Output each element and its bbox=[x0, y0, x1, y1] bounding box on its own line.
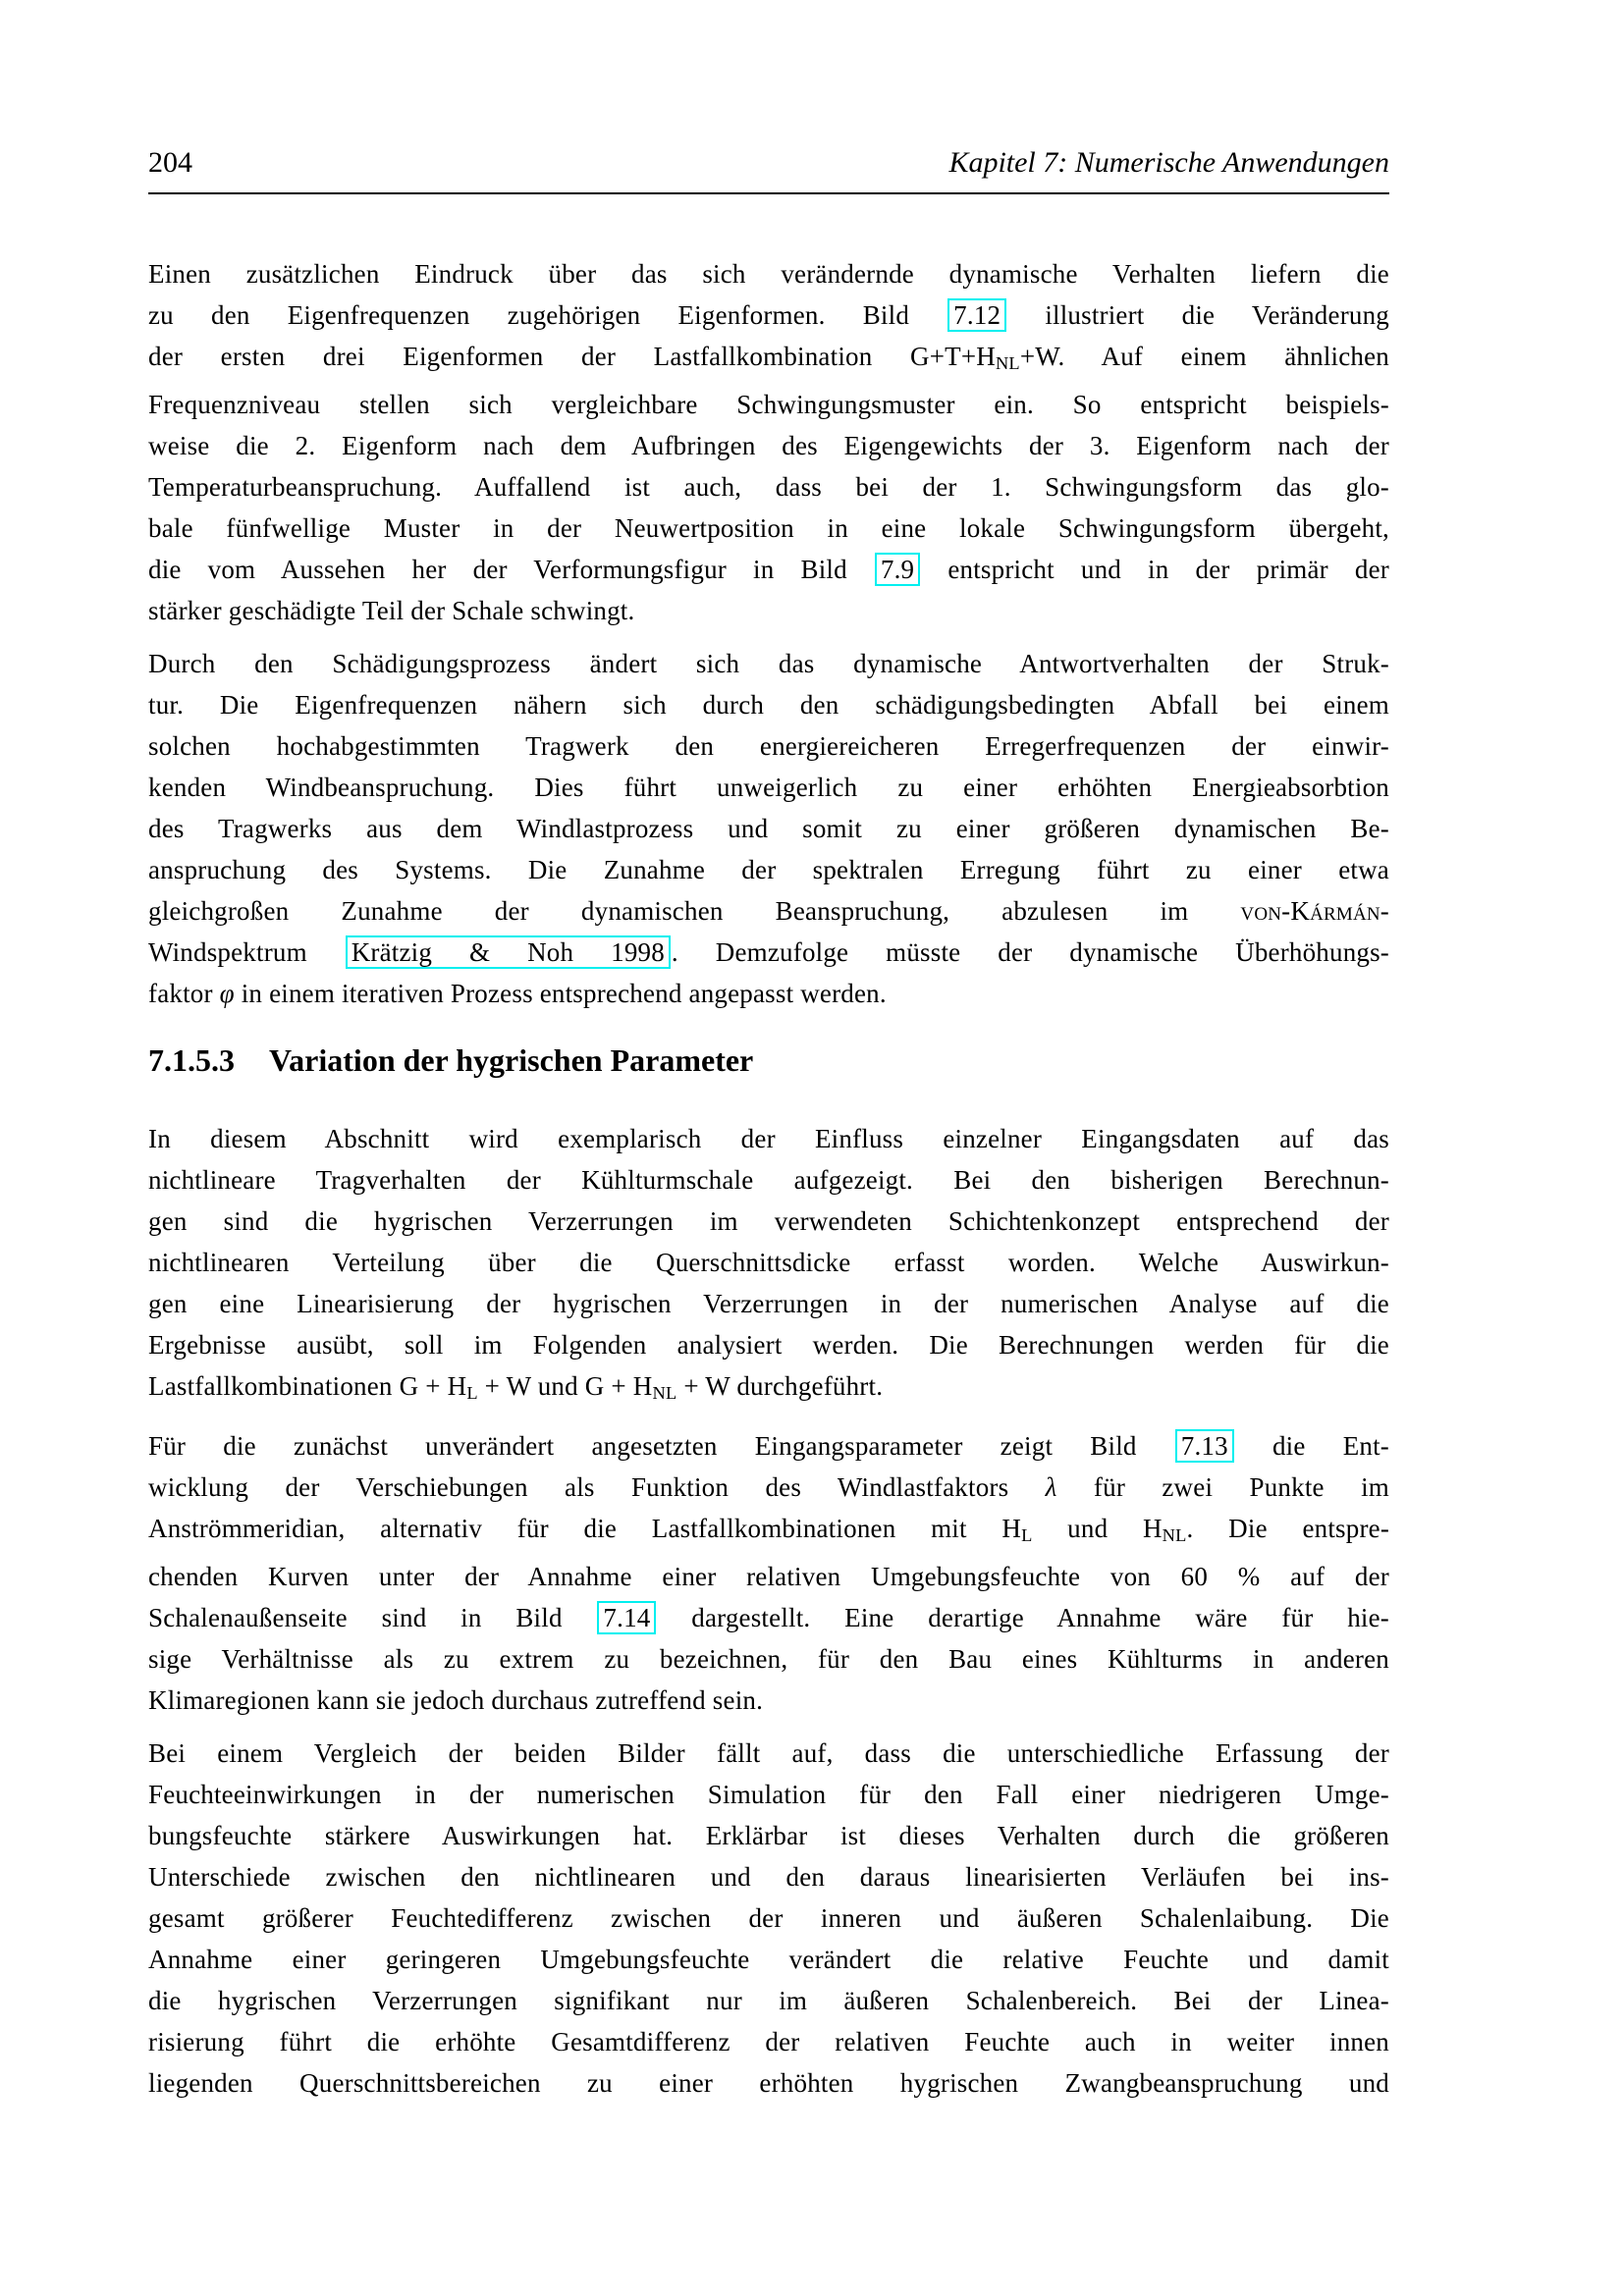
header-rule bbox=[148, 192, 1389, 194]
text-line bbox=[148, 549, 1389, 590]
text-run: gen eine Linearisierung der hygrischen Verzerrungen in der numerischen Analyse auf die bbox=[148, 1289, 1389, 1319]
text-run: Durch den Schädigungsprozess ändert sich das dynamische Antwortverhalten der Struk- bbox=[148, 649, 1389, 679]
text-run: Für die zunächst unverändert angesetzten Eingangsparameter zeigt Bild bbox=[148, 1431, 1174, 1462]
text-run: Ergebnisse ausübt, soll im Folgenden analysiert werden. Die Berechnungen werden für die bbox=[148, 1330, 1389, 1361]
chapter-title: Kapitel 7: Numerische Anwendungen bbox=[948, 146, 1389, 179]
text-line bbox=[148, 1201, 1389, 1242]
text-line bbox=[148, 2021, 1389, 2062]
text-run: . Demzufolge müsste der dynamische Überhöhungs- bbox=[671, 937, 1389, 968]
text-run: Frequenzniveau stellen sich vergleichbare Schwingungsmuster ein. So entspricht beispiels- bbox=[148, 390, 1389, 420]
math-symbol: λ bbox=[1045, 1472, 1057, 1503]
text-run: für zwei Punkte im bbox=[1056, 1472, 1389, 1503]
text-run: liegenden Querschnittsbereichen zu einer erhöhten hygrischen Zwangbeanspruchung und bbox=[148, 2068, 1389, 2099]
text-line bbox=[148, 1815, 1389, 1856]
text-line bbox=[148, 1159, 1389, 1201]
text-run: Bei einem Vergleich der beiden Bilder fällt auf, dass die unterschiedliche Erfassung der bbox=[148, 1738, 1389, 1769]
text-line bbox=[148, 1733, 1389, 1774]
text-line bbox=[148, 808, 1389, 849]
text-line bbox=[148, 849, 1389, 890]
text-run: Einen zusätzlichen Eindruck über das sich verändernde dynamische Verhalten liefern die bbox=[148, 259, 1389, 289]
text-run: illustriert die Veränderung bbox=[1007, 300, 1389, 330]
text-line bbox=[148, 1283, 1389, 1324]
text-run: chenden Kurven unter der Annahme einer relativen Umgebungsfeuchte von 60 % auf der bbox=[148, 1562, 1389, 1592]
text-line bbox=[148, 1774, 1389, 1815]
text-line bbox=[148, 294, 1389, 336]
text-run: des Tragwerks aus dem Windlastprozess und somit zu einer größeren dynamischen Be- bbox=[148, 814, 1389, 844]
text-line bbox=[148, 1365, 1389, 1414]
text-line bbox=[148, 1467, 1389, 1508]
text-run: nichtlineare Tragverhalten der Kühlturmschale aufgezeigt. Bei den bisherigen Berechnun- bbox=[148, 1165, 1389, 1196]
text-run: weise die 2. Eigenform nach dem Aufbringen des Eigengewichts der 3. Eigenform nach der bbox=[148, 431, 1389, 461]
text-run: anspruchung des Systems. Die Zunahme der spektralen Erregung führt zu einer etwa bbox=[148, 855, 1389, 885]
running-header bbox=[148, 145, 1389, 181]
figure-reference-link[interactable]: 7.9 bbox=[875, 553, 920, 586]
citation-link[interactable]: Krätzig & Noh 1998 bbox=[346, 935, 671, 969]
text-line bbox=[148, 1980, 1389, 2021]
text-run: zu den Eigenfrequenzen zugehörigen Eigenformen. Bild bbox=[148, 300, 947, 330]
text-run: Schalenaußenseite sind in Bild bbox=[148, 1603, 597, 1633]
paragraph bbox=[148, 1733, 1389, 2104]
text-line bbox=[148, 507, 1389, 549]
text-run: dargestellt. Eine derartige Annahme wäre für hie- bbox=[657, 1603, 1389, 1633]
text-line bbox=[148, 890, 1389, 932]
paragraph bbox=[148, 643, 1389, 1014]
text-line bbox=[148, 253, 1389, 294]
text-run: Lastfallkombinationen G + H bbox=[148, 1371, 467, 1402]
text-line bbox=[148, 932, 1389, 973]
text-run: Annahme einer geringeren Umgebungsfeuchte verändert die relative Feuchte und damit bbox=[148, 1945, 1389, 1975]
text-run: entspricht und in der primär der bbox=[921, 555, 1389, 585]
smallcaps-text: von-Kármán- bbox=[1240, 896, 1389, 927]
text-line bbox=[148, 1425, 1389, 1467]
subscript-text: L bbox=[466, 1383, 478, 1404]
subscript-text: NL bbox=[652, 1383, 677, 1404]
text-run: sige Verhältnisse als zu extrem zu bezeichnen, für den Bau eines Kühlturms in anderen bbox=[148, 1644, 1389, 1675]
text-run: tur. Die Eigenfrequenzen nähern sich durch den schädigungsbedingten Abfall bei einem bbox=[148, 690, 1389, 721]
text-run: gleichgroßen Zunahme der dynamischen Beanspruchung, abzulesen im bbox=[148, 896, 1241, 927]
text-line bbox=[148, 2062, 1389, 2104]
text-line bbox=[148, 384, 1389, 425]
figure-reference-link[interactable]: 7.14 bbox=[597, 1601, 656, 1634]
text-run: In diesem Abschnitt wird exemplarisch der Einfluss einzelner Eingangsdaten auf das bbox=[148, 1124, 1389, 1154]
text-run: gesamt größerer Feuchtedifferenz zwischen der inneren und äußeren Schalenlaibung. Die bbox=[148, 1903, 1389, 1934]
text-run: gen sind die hygrischen Verzerrungen im verwendeten Schichtenkonzept entsprechend der bbox=[148, 1206, 1389, 1237]
text-line bbox=[148, 1118, 1389, 1159]
text-run: . Die entspre- bbox=[1186, 1514, 1390, 1544]
text-line bbox=[148, 590, 1389, 631]
text-line bbox=[148, 1638, 1389, 1680]
text-run: faktor bbox=[148, 979, 220, 1009]
subscript-text: L bbox=[1021, 1525, 1033, 1546]
text-run: die vom Aussehen her der Verformungsfigur in Bild bbox=[148, 555, 874, 585]
text-run: + W und G + H bbox=[477, 1371, 653, 1402]
text-run: solchen hochabgestimmten Tragwerk den energiereicheren Erregerfrequenzen der einwir- bbox=[148, 731, 1389, 762]
text-run: nichtlinearen Verteilung über die Querschnittsdicke erfasst worden. Welche Auswirkun- bbox=[148, 1248, 1389, 1278]
subscript-text: NL bbox=[1162, 1525, 1187, 1546]
paragraph bbox=[148, 1425, 1389, 1721]
text-line bbox=[148, 1242, 1389, 1283]
subscript-text: NL bbox=[995, 353, 1020, 374]
text-line bbox=[148, 1856, 1389, 1897]
text-line bbox=[148, 425, 1389, 466]
text-line bbox=[148, 1324, 1389, 1365]
text-run: Unterschiede zwischen den nichtlinearen und den daraus linearisierten Verläufen bei ins- bbox=[148, 1862, 1389, 1893]
text-line bbox=[148, 1897, 1389, 1939]
text-run: bale fünfwellige Muster in der Neuwertposition in eine lokale Schwingungsform übergeht, bbox=[148, 513, 1389, 544]
figure-reference-link[interactable]: 7.12 bbox=[947, 298, 1006, 332]
math-symbol: φ bbox=[219, 979, 235, 1009]
text-line bbox=[148, 1508, 1389, 1556]
page-number: 204 bbox=[148, 146, 192, 179]
text-line bbox=[148, 767, 1389, 808]
text-run: + W durchgeführt. bbox=[676, 1371, 884, 1402]
text-line bbox=[148, 1556, 1389, 1597]
text-line bbox=[148, 466, 1389, 507]
text-run: die hygrischen Verzerrungen signifikant nur im äußeren Schalenbereich. Bei der Linea- bbox=[148, 1986, 1389, 2016]
section-title: Variation der hygrischen Parameter bbox=[269, 1042, 754, 1079]
paragraph bbox=[148, 1118, 1389, 1414]
text-run: in einem iterativen Prozess entsprechend angepasst werden. bbox=[234, 979, 887, 1009]
text-line bbox=[148, 725, 1389, 767]
text-line bbox=[148, 643, 1389, 684]
section-number: 7.1.5.3 bbox=[148, 1042, 235, 1079]
text-run: Klimaregionen kann sie jedoch durchaus zutreffend sein. bbox=[148, 1685, 764, 1716]
text-line bbox=[148, 684, 1389, 725]
document-body bbox=[148, 253, 1389, 2115]
text-run: Temperaturbeanspruchung. Auffallend ist auch, dass bei der 1. Schwingungsform das glo- bbox=[148, 472, 1389, 503]
text-run: Windspektrum bbox=[148, 937, 345, 968]
text-run: Anströmmeridian, alternativ für die Lastfallkombinationen mit H bbox=[148, 1514, 1022, 1544]
text-run: stärker geschädigte Teil der Schale schwingt. bbox=[148, 596, 635, 626]
text-line bbox=[148, 1939, 1389, 1980]
text-run: die Ent- bbox=[1234, 1431, 1389, 1462]
text-run: kenden Windbeanspruchung. Dies führt unweigerlich zu einer erhöhten Energieabsorbtion bbox=[148, 773, 1389, 803]
text-run: risierung führt die erhöhte Gesamtdifferenz der relativen Feuchte auch in weiter innen bbox=[148, 2027, 1389, 2057]
text-line bbox=[148, 1680, 1389, 1721]
text-run: und H bbox=[1032, 1514, 1163, 1544]
text-run: Feuchteeinwirkungen in der numerischen Simulation für den Fall einer niedrigeren Umge- bbox=[148, 1780, 1389, 1810]
text-run: +W. Auf einem ähnlichen bbox=[1019, 342, 1389, 371]
text-run: wicklung der Verschiebungen als Funktion des Windlastfaktors bbox=[148, 1472, 1046, 1503]
text-line bbox=[148, 336, 1389, 384]
text-run: der ersten drei Eigenformen der Lastfallkombination G+T+H bbox=[148, 342, 996, 371]
text-line bbox=[148, 1597, 1389, 1638]
figure-reference-link[interactable]: 7.13 bbox=[1175, 1429, 1234, 1463]
paragraph bbox=[148, 253, 1389, 631]
text-line bbox=[148, 973, 1389, 1014]
text-run: bungsfeuchte stärkere Auswirkungen hat. Erklärbar ist dieses Verhalten durch die größeren bbox=[148, 1821, 1389, 1851]
section-heading bbox=[148, 1040, 1389, 1081]
